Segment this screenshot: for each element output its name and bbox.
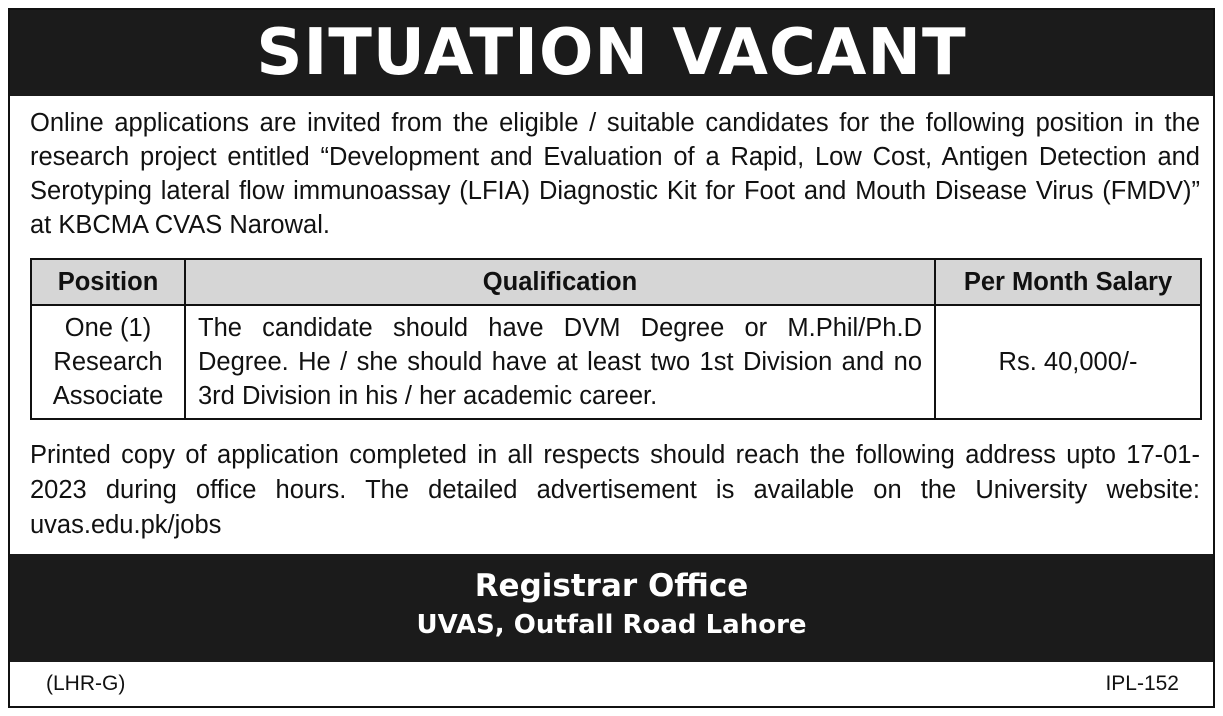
- table-header-row: [31, 259, 1201, 305]
- intro-paragraph: Online applications are invited from the eligible / suitable candidates for the following position in the research project entitled “Development and Evaluation of a Rapid, Low Cost, Antigen Detection and Serotyping lateral flow immunoassay (LFIA) Diagnostic Kit for Foot and Mouth Disease Virus (FMDV)” at KBCMA CVAS Narowal.: [30, 109, 1200, 239]
- ipl-code: IPL-152: [1105, 672, 1179, 695]
- office-address: UVAS, Outfall Road Lahore: [416, 610, 807, 640]
- positions-table: [30, 258, 1202, 420]
- position-line: One (1): [64, 314, 152, 342]
- region-code: (LHR-G): [46, 672, 126, 695]
- salary-cell: Rs. 40,000/-: [935, 305, 1201, 419]
- table-row: [31, 305, 1201, 419]
- position-line: Research: [53, 348, 163, 376]
- reference-codes: [10, 662, 1213, 706]
- closing-paragraph: Printed copy of application completed in all respects should reach the following address upto 17-01-2023 during office hours. The detailed advertisement is available on the University website: uvas.edu.pk/jobs: [30, 441, 1200, 539]
- footer-banner: [10, 554, 1213, 662]
- column-header-qualification: Qualification: [185, 259, 935, 305]
- ad-title: SITUATION VACANT: [256, 16, 967, 90]
- registrar-office: Registrar Office: [474, 568, 749, 604]
- column-header-position: Position: [31, 259, 185, 305]
- position-line: Associate: [52, 382, 164, 410]
- title-banner: [10, 10, 1213, 96]
- advertisement: [8, 8, 1215, 708]
- position-cell: [31, 305, 185, 419]
- qualification-cell: The candidate should have DVM Degree or M.Phil/Ph.D Degree. He / she should have at least two 1st Division and no 3rd Division in his / her academic career.: [185, 305, 935, 419]
- column-header-salary: Per Month Salary: [935, 259, 1201, 305]
